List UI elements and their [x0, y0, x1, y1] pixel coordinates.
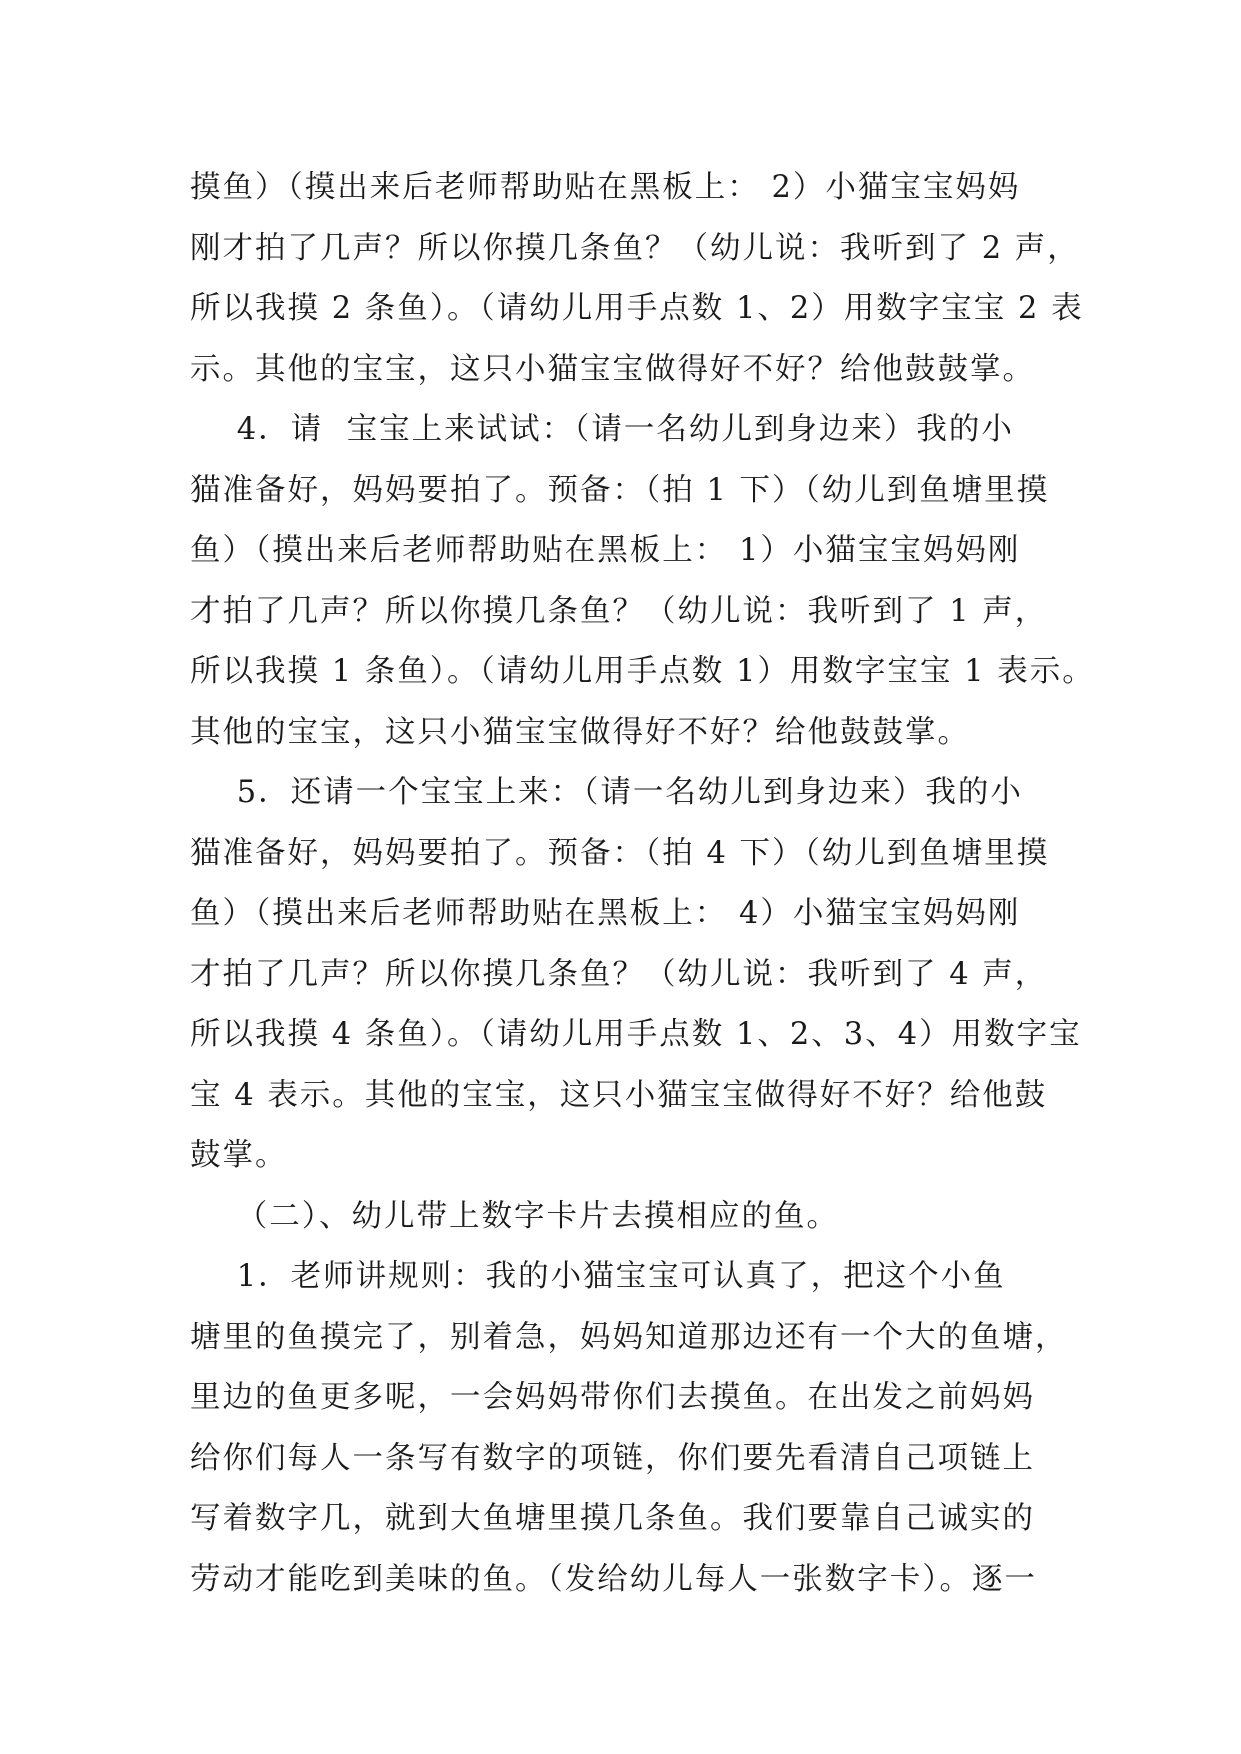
text-line: 刚才拍了几声？所以你摸几条鱼？（幼儿说：我听到了 2 声，: [190, 230, 1080, 266]
text-line: 5．还请一个宝宝上来：（请一名幼儿到身边来）我的小: [190, 775, 1023, 810]
text-line: 所以我摸 2 条鱼）。（请幼儿用手点数 1、2）用数字宝宝 2 表: [190, 291, 1084, 326]
text-line: 塘里的鱼摸完了，别着急，妈妈知道那边还有一个大的鱼塘，: [190, 1319, 1068, 1355]
text-line: 才拍了几声？所以你摸几条鱼？（幼儿说：我听到了 1 声，: [190, 593, 1048, 629]
text-line: 其他的宝宝，这只小猫宝宝做得好不好？给他鼓鼓掌。: [190, 714, 970, 750]
text-line: 鱼）（摸出来后老师帮助贴在黑板上： 4）小猫宝宝妈妈刚: [190, 896, 1021, 931]
text-line: 给你们每人一条写有数字的项链，你们要先看清自己项链上: [190, 1440, 1035, 1476]
text-line: 1．老师讲规则：我的小猫宝宝可认真了，把这个小鱼: [190, 1259, 1006, 1294]
section-heading: （二）、幼儿带上数字卡片去摸相应的鱼。: [190, 1198, 840, 1234]
text-line: 猫准备好，妈妈要拍了。预备：（拍 1 下）（幼儿到鱼塘里摸: [190, 472, 1050, 508]
text-line: 所以我摸 1 条鱼）。（请幼儿用手点数 1）用数字宝宝 1 表示。: [190, 654, 1095, 689]
text-line: 里边的鱼更多呢，一会妈妈带你们去摸鱼。在出发之前妈妈: [190, 1380, 1035, 1415]
text-line: 示。其他的宝宝，这只小猫宝宝做得好不好？给他鼓鼓掌。: [190, 351, 1035, 387]
body-text: [190, 158, 1095, 1610]
text-line: 鼓掌。: [190, 1138, 288, 1173]
text-line: 宝 4 表示。其他的宝宝，这只小猫宝宝做得好不好？给他鼓: [190, 1077, 1048, 1113]
text-line: 猫准备好，妈妈要拍了。预备：（拍 4 下）（幼儿到鱼塘里摸: [190, 835, 1050, 871]
text-line: 所以我摸 4 条鱼）。（请幼儿用手点数 1、2、3、4）用数字宝: [190, 1017, 1082, 1052]
text-line: 4．请 宝宝上来试试：（请一名幼儿到身边来）我的小: [190, 412, 1014, 447]
text-line: 劳动才能吃到美味的鱼。（发给幼儿每人一张数字卡）。逐一: [190, 1561, 1037, 1597]
text-line: 才拍了几声？所以你摸几条鱼？（幼儿说：我听到了 4 声，: [190, 956, 1048, 992]
text-line: 鱼）（摸出来后老师帮助贴在黑板上： 1）小猫宝宝妈妈刚: [190, 533, 1021, 568]
text-line: 摸鱼）（摸出来后老师帮助贴在黑板上： 2）小猫宝宝妈妈: [190, 170, 1021, 205]
text-line: 写着数字几，就到大鱼塘里摸几条鱼。我们要靠自己诚实的: [190, 1501, 1035, 1536]
